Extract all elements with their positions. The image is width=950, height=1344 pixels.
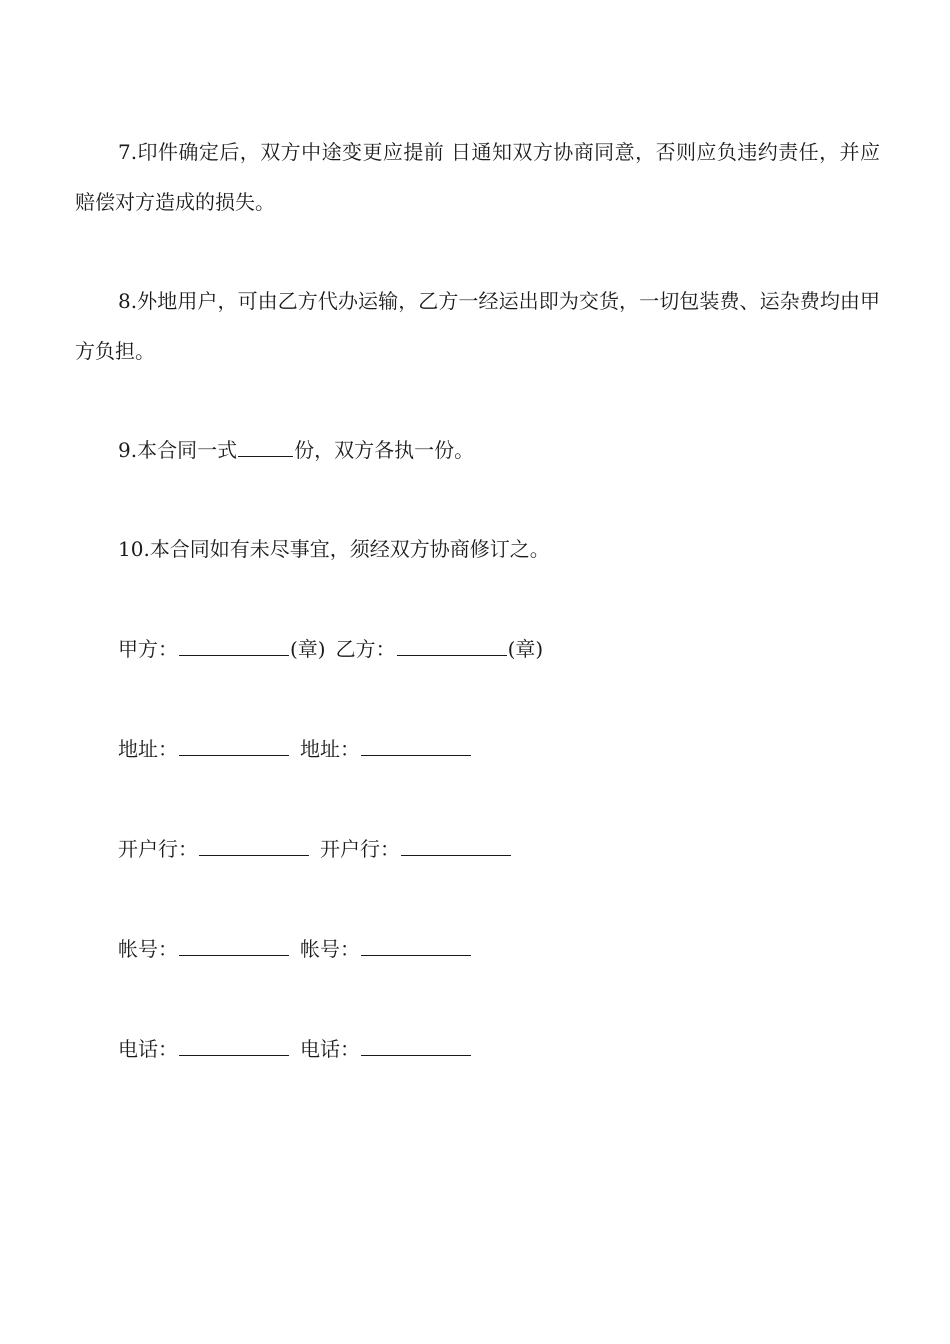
address-b-blank[interactable]	[361, 735, 471, 756]
phone-line	[118, 1034, 472, 1064]
phone-b-blank[interactable]	[361, 1035, 471, 1056]
account-a-blank[interactable]	[179, 935, 289, 956]
clause-8-text: 外地用户，可由乙方代办运输，乙方一经运出即为交货，一切包装费、运杂费均由甲方负担。	[75, 289, 880, 363]
party-line	[118, 634, 543, 664]
clause-10	[75, 524, 880, 574]
clause-9-number: 9.	[118, 438, 138, 462]
phone-a-blank[interactable]	[179, 1035, 289, 1056]
clause-7-text: 印件确定后，双方中途变更应提前 日通知双方协商同意，否则应负违约责任，并应赔偿对方造成的损失。	[75, 140, 880, 214]
account-b-label: 帐号：	[300, 937, 360, 961]
phone-a-label: 电话：	[118, 1037, 178, 1061]
party-a-blank[interactable]	[179, 635, 289, 656]
account-a-label: 帐号：	[118, 937, 178, 961]
bank-b-blank[interactable]	[401, 835, 511, 856]
bank-a-blank[interactable]	[199, 835, 309, 856]
clause-10-text: 本合同如有未尽事宜，须经双方协商修订之。	[149, 537, 550, 561]
clause-8	[75, 276, 880, 376]
bank-a-label: 开户行：	[118, 837, 198, 861]
account-line	[118, 934, 472, 964]
party-b-blank[interactable]	[397, 635, 507, 656]
address-line	[118, 734, 472, 764]
phone-b-label: 电话：	[300, 1037, 360, 1061]
clause-8-number: 8.	[118, 289, 138, 313]
clause-7	[75, 127, 880, 227]
bank-line	[118, 834, 512, 864]
account-b-blank[interactable]	[361, 935, 471, 956]
clause-9-text-after: 份，双方各执一份。	[294, 438, 475, 462]
clause-7-number: 7.	[118, 140, 138, 164]
clause-9	[75, 425, 880, 475]
party-b-seal: (章)	[507, 637, 544, 661]
clause-10-number: 10.	[118, 537, 150, 561]
address-b-label: 地址：	[300, 737, 360, 761]
address-a-blank[interactable]	[179, 735, 289, 756]
address-a-label: 地址：	[118, 737, 178, 761]
party-a-seal: (章)	[290, 637, 326, 661]
clause-9-text-before: 本合同一式	[137, 438, 238, 462]
party-a-label: 甲方：	[118, 637, 178, 661]
party-b-label: 乙方：	[335, 637, 396, 661]
copies-blank[interactable]	[238, 436, 293, 457]
bank-b-label: 开户行：	[320, 837, 400, 861]
